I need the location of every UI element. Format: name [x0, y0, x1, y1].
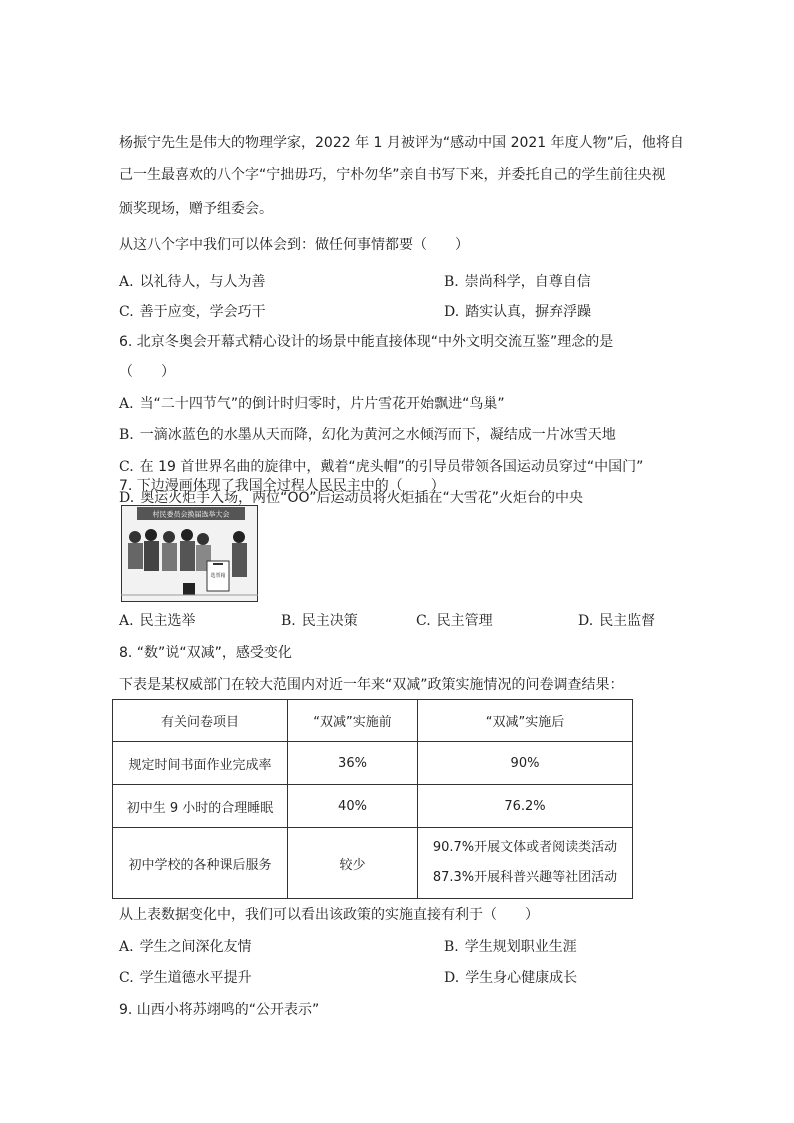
table-row — [113, 742, 633, 785]
intro-line-1: 杨振宁先生是伟大的物理学家，2022 年 1 月被评为“感动中国 2021 年度人物”后，他将自 — [119, 135, 684, 151]
table-cell-line: 87.3%开展科普兴趣等社团活动 — [432, 870, 618, 885]
table-header-cell: “双减”实施前 — [288, 700, 418, 742]
q8-stem: 8. “数”说“双减”，感受变化 — [119, 645, 292, 661]
q7-option-a[interactable] — [119, 611, 196, 631]
table-cell: 规定时间书面作业完成率 — [113, 742, 288, 785]
q5-option-a[interactable] — [119, 272, 266, 292]
option-text: 崇尚科学，自尊自信 — [464, 274, 591, 290]
option-text: 学生道德水平提升 — [139, 970, 252, 986]
option-letter: B. — [444, 274, 459, 290]
option-letter: A. — [119, 613, 134, 629]
table-cell-line: 90.7%开展文体或者阅读类活动 — [432, 840, 618, 855]
q7-option-c[interactable] — [416, 611, 493, 631]
table-cell: 初中学校的各种课后服务 — [113, 828, 288, 899]
table-cell: 90% — [418, 742, 633, 785]
option-text: 当“二十四节气”的倒计时归零时，片片雪花开始飘进“鸟巢” — [139, 396, 505, 412]
option-text: 学生规划职业生涯 — [464, 939, 577, 955]
table-row — [113, 785, 633, 828]
q6-option-a[interactable] — [119, 394, 505, 414]
option-text: 奥运火炬手入场，两位“OO”后运动员将火炬插在“大雪花”火炬台的中央 — [140, 490, 583, 506]
option-letter: B. — [281, 613, 296, 629]
table-cell: 76.2% — [418, 785, 633, 828]
option-text: 学生身心健康成长 — [465, 970, 578, 986]
table-cell: 40% — [288, 785, 418, 828]
q6-stem: 6. 北京冬奥会开幕式精心设计的场景中能直接体现“中外文明交流互鉴”理念的是 — [119, 334, 614, 350]
option-letter: D. — [444, 304, 460, 320]
q8-followup: 从上表数据变化中，我们可以看出该政策的实施直接有利于（ ） — [119, 907, 539, 923]
q7-option-d[interactable] — [578, 611, 655, 631]
option-letter: B. — [444, 939, 459, 955]
option-text: 学生之间深化友情 — [139, 939, 252, 955]
q5-stem: 从这八个字中我们可以体会到：做任何事情都要（ ） — [119, 237, 469, 253]
option-letter: A. — [119, 939, 134, 955]
table-header-row — [113, 700, 633, 742]
q8-option-d[interactable] — [444, 968, 577, 988]
option-text: 以礼待人，与人为善 — [139, 274, 266, 290]
option-letter: D. — [578, 613, 594, 629]
cartoon-box-text: 选票箱 — [210, 573, 226, 579]
option-text: 善于应变，学会巧干 — [139, 304, 266, 320]
option-letter: A. — [119, 274, 134, 290]
q9-stem: 9. 山西小将苏翊鸣的“公开表示” — [119, 1002, 320, 1018]
q5-option-c[interactable] — [119, 302, 266, 322]
option-letter: B. — [119, 427, 134, 443]
table-cell: 较少 — [288, 828, 418, 899]
q8-option-c[interactable] — [119, 968, 252, 988]
q7-stem: 7. 下边漫画体现了我国全过程人民民主中的（ ） — [119, 478, 445, 494]
intro-line-3: 颁奖现场，赠予组委会。 — [119, 201, 273, 217]
election-cartoon — [121, 505, 258, 602]
q6-stem-bracket: （ ） — [119, 364, 175, 380]
option-text: 民主管理 — [436, 613, 493, 629]
q7-option-b[interactable] — [281, 611, 358, 631]
q6-option-b[interactable] — [119, 425, 616, 445]
option-text: 民主决策 — [301, 613, 358, 629]
table-header-cell: “双减”实施后 — [418, 700, 633, 742]
table-header-cell: 有关问卷项目 — [113, 700, 288, 742]
cartoon-banner-text: 村民委员会换届选举大会 — [152, 510, 230, 519]
option-letter: C. — [119, 970, 134, 986]
q8-option-a[interactable] — [119, 937, 252, 957]
option-text: 一滴冰蓝色的水墨从天而降，幻化为黄河之水倾泻而下，凝结成一片冰雪天地 — [139, 427, 616, 443]
option-letter: D. — [444, 970, 460, 986]
q8-intro: 下表是某权威部门在较大范围内对近一年来“双减”政策实施情况的问卷调查结果： — [119, 677, 624, 693]
option-text: 在 19 首世界名曲的旋律中，戴着“虎头帽”的引导员带领各国运动员穿过“中国门” — [139, 459, 644, 475]
table-cell: 初中生 9 小时的合理睡眠 — [113, 785, 288, 828]
table-row — [113, 828, 633, 899]
option-text: 民主选举 — [139, 613, 196, 629]
option-letter: C. — [119, 304, 134, 320]
table-cell: 36% — [288, 742, 418, 785]
option-letter: A. — [119, 396, 134, 412]
q8-option-b[interactable] — [444, 937, 577, 957]
survey-table — [112, 699, 633, 899]
q6-option-c[interactable] — [119, 457, 643, 477]
option-text: 民主监督 — [599, 613, 656, 629]
option-letter: C. — [416, 613, 431, 629]
q5-option-d[interactable] — [444, 302, 591, 322]
intro-line-2: 己一生最喜欢的八个字“宁拙毋巧，宁朴勿华”亲自书写下来，并委托自己的学生前往央视 — [119, 167, 666, 183]
option-text: 踏实认真，摒弃浮躁 — [465, 304, 592, 320]
q5-option-b[interactable] — [444, 272, 591, 292]
table-cell-multiline — [418, 828, 633, 899]
option-letter: C. — [119, 459, 134, 475]
option-letter: D. — [119, 490, 135, 506]
